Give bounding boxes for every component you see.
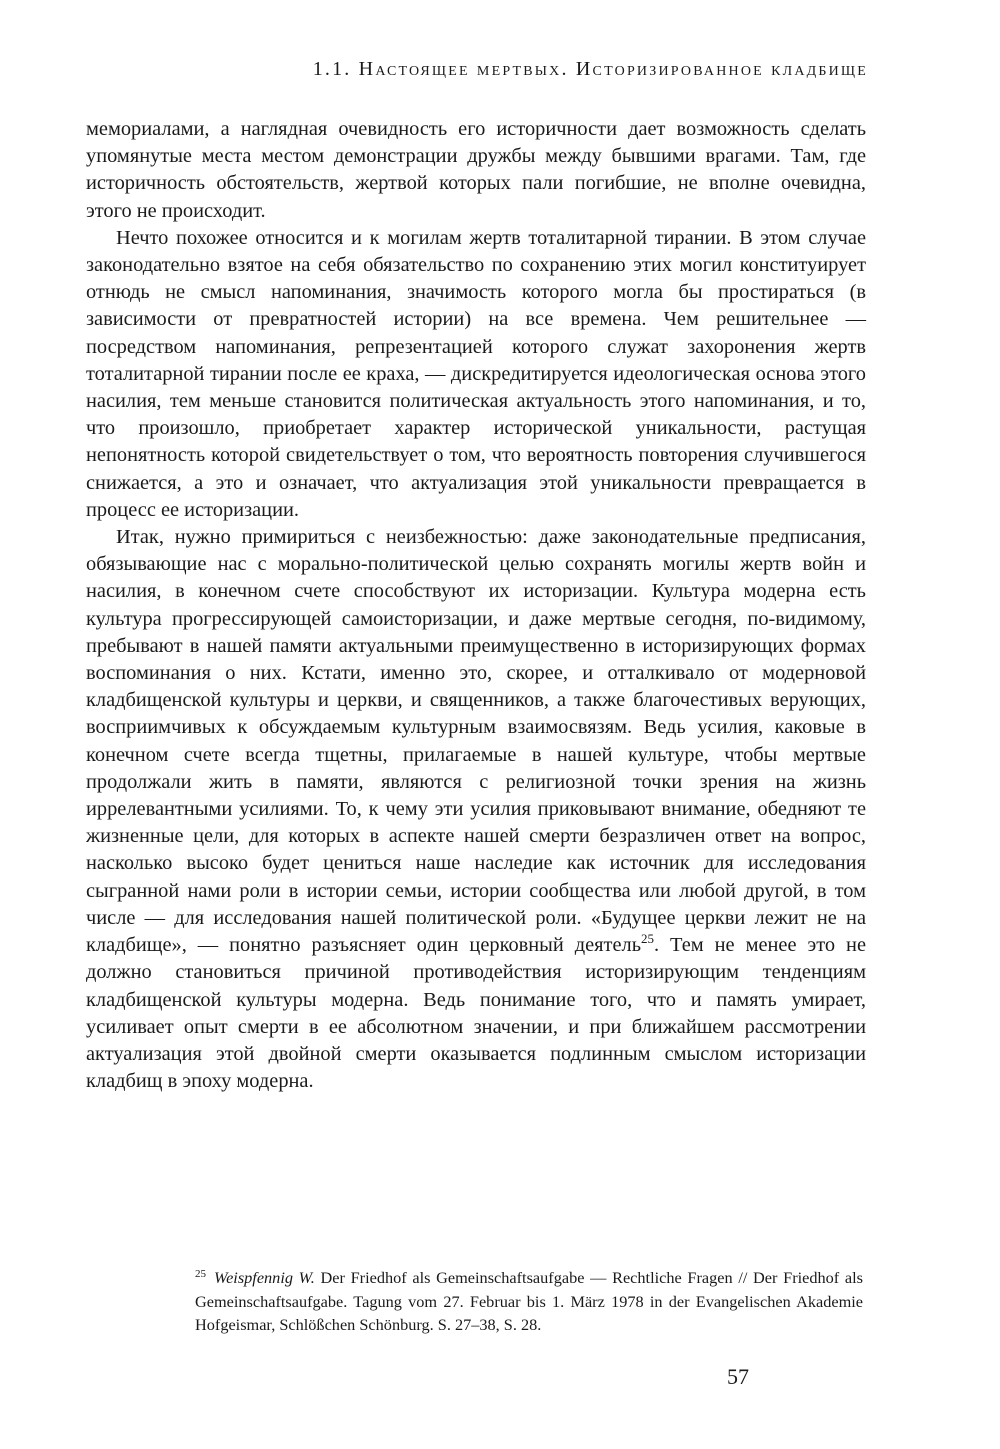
footnote-reference[interactable]: 25 — [641, 931, 654, 947]
page-number: 57 — [727, 1364, 749, 1389]
main-text — [86, 116, 866, 1095]
paragraph-3-body: Итак, нужно примириться с неизбежностью: даже законодательные предписания, обязывающие нас с морально-политической целью сохранять могилы жертв войн и насилия, в конечном счете способствуют их историзации. Культура модерна есть культура прогрессирующей самоисторизации, и даже мертвые сегодня, по-видимому, пребывают в нашей памяти актуальными преимущественно в историзирующих формах воспоминания о них. Кстати, именно это, скорее, и отталкивало от модерновой кладбищенской культуры и церкви, и священников, а также благочестивых верующих, восприимчивых к обсуждаемым культурным взаимосвязям. Ведь усилия, каковые в конечном счете всегда тщетны, прилагаемые в нашей культуре, чтобы мертвые продолжали жить в памяти, являются с религиозной точки зрения на жизнь иррелевантными усилиями. То, к чему эти усилия приковывают внимание, обедняют те жизненные цели, для которых в аспекте нашей смерти безразличен ответ на вопрос, насколько высоко будет цениться наше наследие как источник для исследования сыгранной нами роли в истории семьи, истории сообщества или любой другой, в том числе — для исследования нашей политической роли. «Будущее церкви лежит не на кладбище», — понятно разъясняет один церковный деятель — [86, 526, 866, 957]
footnote-body: Der Friedhof als Gemeinschaftsaufgabe — Rechtliche Fragen // Der Friedhof als Gemeinschaftsaufgabe. Tagung vom 27. Februar bis 1. März 1978 in der Evangelischen Akademie Hofgeismar, Schlößchen Schönburg. S. 27–38, S. 28. — [195, 1268, 863, 1334]
footnote-text — [195, 1266, 863, 1337]
footnote-number: 25 — [195, 1267, 206, 1280]
running-head: 1.1. Настоящее мертвых. Историзированное кладбище — [312, 58, 868, 80]
footnote — [195, 1266, 863, 1337]
paragraph-3-tail: . Тем не менее это не должно становиться причиной противодействия историзирующим тенденциям кладбищенской культуры модерна. Ведь понимание того, что и память умирает, усиливает опыт смерти в ее абсолютном значении, и при ближайшем рассмотрении актуализация этой двойной смерти оказывается подлинным смыслом историзации кладбищ в эпоху модерна. — [86, 934, 866, 1093]
paragraph-2: Нечто похожее относится и к могилам жертв тоталитарной тирании. В этом случае законодательно взятое на себя обязательство по сохранению этих могил конституирует отнюдь не смысл напоминания, значимость которого могла бы простираться (в зависимости от превратностей истории) на все времена. Чем решительнее — посредством напоминания, репрезентацией которого служат захоронения жертв тоталитарной тирании после ее краха, — дискредитируется идеологическая основа этого насилия, тем меньше становится политическая актуальность этого напоминания, и то, что произошло, приобретает характер исторической уникальности, растущая непонятность которой свидетельствует о том, что вероятность повторения случившегося снижается, а это и означает, что актуализация этой уникальности превращается в процесс ее историзации. — [86, 226, 866, 521]
paragraph-3 — [86, 524, 866, 1095]
footnote-author: Weispfennig W. — [214, 1268, 315, 1287]
paragraph-1: мемориалами, а наглядная очевидность его историчности дает возможность сделать упомянутые места местом демонстрации дружбы между бывшими врагами. Там, где историчность обстоятельств, жертвой которых пали погибшие, не вполне очевидна, этого не происходит. — [86, 118, 866, 222]
